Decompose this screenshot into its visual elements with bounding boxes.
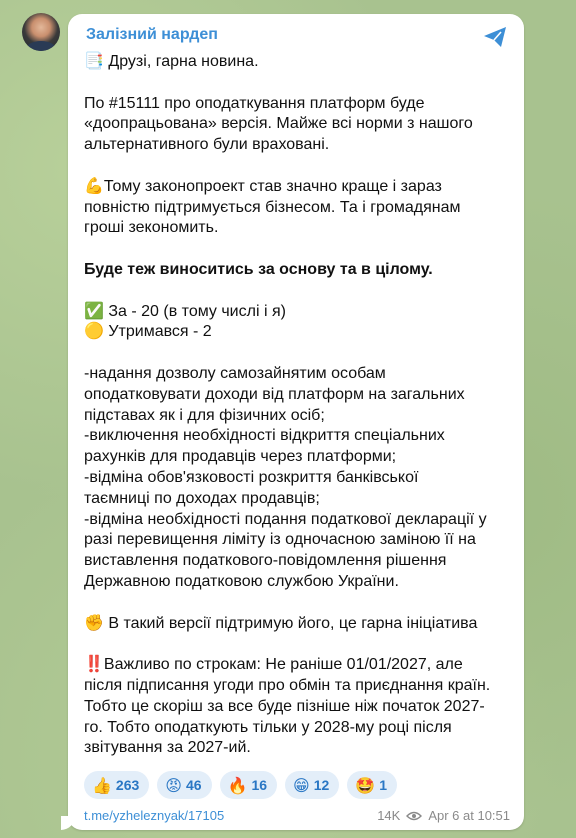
channel-avatar[interactable] xyxy=(22,13,60,51)
reaction-fire[interactable] xyxy=(220,771,278,799)
changes-list: -надання дозволу самозайнятим особам оподатковувати доходи від платформ на загальних підставах як і для фізичних осіб; -виключення необхідності відкриття спеціальних рахунків для продавців через платформи; -відміна обов'язковості розкриття банківської таємниці по доходах продавців; -відміна необхідності подання податкової декларації у разі перевищення ліміту із одночасною заміною її на виставлення податкового-повідомлення рішення Державною податковою службою України. xyxy=(84,364,487,590)
reaction-count: 263 xyxy=(115,777,140,793)
reaction-count: 1 xyxy=(379,777,388,793)
star-struck-icon: 🤩 xyxy=(355,775,376,795)
reaction-count: 46 xyxy=(185,777,202,793)
grin-face-icon: 😁 xyxy=(293,775,310,795)
message-date: Apr 6 at 10:51 xyxy=(428,808,510,823)
post-bold-line: Буде теж виноситись за основу та в цілому. xyxy=(84,260,433,278)
post-line1: 📑 Друзі, гарна новина. xyxy=(84,53,259,70)
reaction-grin[interactable] xyxy=(285,771,339,799)
eye-icon xyxy=(406,811,422,821)
view-count: 14K xyxy=(377,808,401,823)
vote-for: ✅ За - 20 (в тому числі і я) xyxy=(84,302,286,320)
angry-face-icon: 😡 xyxy=(165,775,182,795)
channel-name[interactable]: Залізний нардеп xyxy=(86,26,218,43)
fire-icon: 🔥 xyxy=(227,775,248,795)
important-note: ‼️Важливо по строкам: Не раніше 01/01/2027, але після підписання угоди про обмін та приєднання країн. Тобто це скоріш за все буде пізніше ніж початок 2027- го. Тобто оподаткують тільки у 2028-му році після звітування за 2027-ий. xyxy=(84,656,491,757)
reaction-count: 16 xyxy=(251,777,268,793)
post-link[interactable]: t.me/yzheleznyak/17105 xyxy=(84,808,225,823)
reaction-star-struck[interactable] xyxy=(347,771,397,799)
post-para2: По #15111 про оподаткування платформ буде «доопрацьована» версія. Майже всі норми з нашого альтернативного були враховані. xyxy=(84,94,473,154)
avatar-shirt xyxy=(26,41,56,51)
reaction-angry[interactable] xyxy=(157,771,211,799)
support-line: ✊ В такий версії підтримую його, це гарна ініціатива xyxy=(84,614,478,632)
thumbs-up-icon: 👍 xyxy=(92,775,112,795)
vote-abstain: 🟡 Утримався - 2 xyxy=(84,323,212,341)
message-bubble xyxy=(68,14,524,830)
reactions-bar xyxy=(84,771,397,799)
reaction-count: 12 xyxy=(313,777,330,793)
share-icon[interactable] xyxy=(480,22,510,52)
post-para3: 💪Тому законопроект став значно краще і зараз повністю підтримується бізнесом. Та і громадянам гроші зекономить. xyxy=(84,177,461,237)
message-footer xyxy=(84,808,510,828)
reaction-thumbs-up[interactable] xyxy=(84,771,149,799)
message-text xyxy=(84,52,514,759)
message-meta xyxy=(377,808,510,823)
